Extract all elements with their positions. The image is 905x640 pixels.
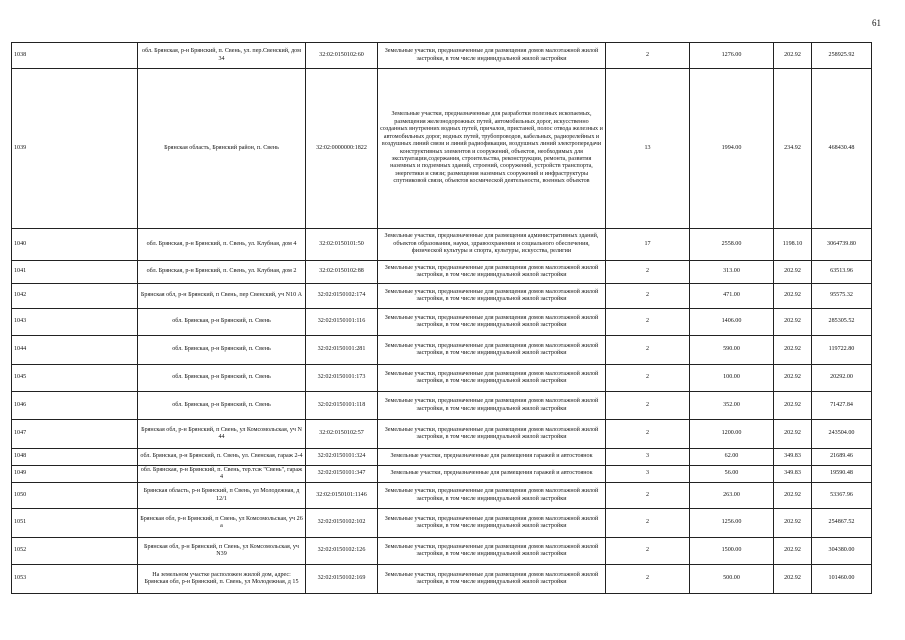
- rate-cell: 202.92: [774, 483, 812, 509]
- row-number: 1048: [12, 449, 138, 466]
- area-cell: 1406.00: [690, 309, 774, 336]
- cadastral-number-cell: 32:02:0150101:347: [306, 466, 378, 483]
- table-row: [12, 483, 872, 509]
- rate-cell: 349.83: [774, 466, 812, 483]
- category-cell: 3: [606, 449, 690, 466]
- area-cell: 263.00: [690, 483, 774, 509]
- row-number: 1040: [12, 229, 138, 261]
- land-use-cell: Земельные участки, предназначенные для разработки полезных ископаемых, размещения железнодорожных путей, автомобильных дорог, искусственно созданных внутренних водных путей, причалов, пристаней, полос отвода железных и автомобильных дорог, водных путей, трубопроводов, кабельных, радиорелейных и воздушных линий связи и линий радиофикации, воздушных линий электропередачи конструктивных элементов и сооружений, объектов, необходимых для эксплуатации,содержания, строительства, реконструкции, ремонта, развития наземных и подземных зданий, строений, сооружений, устройств транспорта, энергетики и связи; размещения наземных сооружений и инфраструктуры спутниковой связи, объектов космической деятельности, военных объектов: [378, 69, 606, 229]
- address-cell: обл. Брянская, р-н Брянский, п. Свень, тер.тсж "Свень", гараж 4: [138, 466, 306, 483]
- address-cell: Брянская область, Брянский район, п. Свень: [138, 69, 306, 229]
- row-number: 1047: [12, 420, 138, 449]
- row-number: 1042: [12, 284, 138, 309]
- cadastral-value-cell: 71427.84: [812, 392, 872, 420]
- cadastral-number-cell: 32:02:0150102:174: [306, 284, 378, 309]
- cadastral-value-cell: 20292.00: [812, 365, 872, 392]
- table-row: [12, 284, 872, 309]
- rate-cell: 202.92: [774, 309, 812, 336]
- land-use-cell: Земельные участки, предназначенные для размещения домов малоэтажной жилой застройки, в том числе индивидуальной жилой застройки: [378, 509, 606, 538]
- area-cell: 2558.00: [690, 229, 774, 261]
- category-cell: 2: [606, 284, 690, 309]
- cadastral-number-cell: 32:02:0150102:57: [306, 420, 378, 449]
- cadastral-value-cell: 95575.32: [812, 284, 872, 309]
- land-use-cell: Земельные участки, предназначенные для размещения домов малоэтажной жилой застройки, в том числе индивидуальной жилой застройки: [378, 261, 606, 284]
- rate-cell: 202.92: [774, 392, 812, 420]
- address-cell: обл. Брянская, р-н Брянский, п. Свень, ул. Клубная, дом 4: [138, 229, 306, 261]
- cadastral-value-cell: 119722.80: [812, 336, 872, 365]
- table-row: [12, 392, 872, 420]
- row-number: 1046: [12, 392, 138, 420]
- cadastral-value-cell: 63513.96: [812, 261, 872, 284]
- table-row: [12, 229, 872, 261]
- area-cell: 352.00: [690, 392, 774, 420]
- row-number: 1045: [12, 365, 138, 392]
- cadastral-number-cell: 32:02:0150102:102: [306, 509, 378, 538]
- address-cell: обл. Брянская, р-н Брянский, п. Свень: [138, 309, 306, 336]
- rate-cell: 202.92: [774, 43, 812, 69]
- land-use-cell: Земельные участки, предназначенные для размещения домов малоэтажной жилой застройки, в том числе индивидуальной жилой застройки: [378, 336, 606, 365]
- address-cell: Брянская обл, р-н Брянский, п Свень, ул Комсомольская, уч 26 а: [138, 509, 306, 538]
- row-number: 1039: [12, 69, 138, 229]
- table-row: [12, 69, 872, 229]
- category-cell: 2: [606, 392, 690, 420]
- cadastral-number-cell: 32:02:0150101:50: [306, 229, 378, 261]
- address-cell: Брянская обл, р-н Брянский, п Свень, ул Комсомольская, уч N 44: [138, 420, 306, 449]
- address-cell: обл. Брянская, р-н Брянский, п. Свень, ул. Клубная, дом 2: [138, 261, 306, 284]
- row-number: 1044: [12, 336, 138, 365]
- table-row: [12, 309, 872, 336]
- cadastral-number-cell: 32:02:0150102:169: [306, 565, 378, 594]
- rate-cell: 202.92: [774, 261, 812, 284]
- row-number: 1051: [12, 509, 138, 538]
- table-row: [12, 365, 872, 392]
- area-cell: 56.00: [690, 466, 774, 483]
- rate-cell: 202.92: [774, 565, 812, 594]
- cadastral-number-cell: 32:02:0150102:88: [306, 261, 378, 284]
- table-row: [12, 420, 872, 449]
- cadastral-number-cell: 32:02:0150102:126: [306, 538, 378, 565]
- cadastral-value-cell: 258925.92: [812, 43, 872, 69]
- cadastral-value-cell: 468430.48: [812, 69, 872, 229]
- row-number: 1041: [12, 261, 138, 284]
- rate-cell: 1198.10: [774, 229, 812, 261]
- cadastral-number-cell: 32:02:0150101:281: [306, 336, 378, 365]
- area-cell: 313.00: [690, 261, 774, 284]
- cadastral-value-cell: 254867.52: [812, 509, 872, 538]
- row-number: 1052: [12, 538, 138, 565]
- category-cell: 13: [606, 69, 690, 229]
- land-use-cell: Земельные участки, предназначенные для размещения домов малоэтажной жилой застройки, в том числе индивидуальной жилой застройки: [378, 284, 606, 309]
- category-cell: 2: [606, 365, 690, 392]
- cadastral-number-cell: 32:02:0150101:118: [306, 392, 378, 420]
- area-cell: 1994.00: [690, 69, 774, 229]
- area-cell: 471.00: [690, 284, 774, 309]
- address-cell: На земельном участке расположен жилой дом, адрес: Брянская обл, р-н Брянский, п. Свень, ул Молодежная, д 15: [138, 565, 306, 594]
- cadastral-number-cell: 32:02:0150102:60: [306, 43, 378, 69]
- land-use-cell: Земельные участки, предназначенные для размещения домов малоэтажной жилой застройки, в том числе индивидуальной жилой застройки: [378, 483, 606, 509]
- address-cell: обл. Брянская, р-н Брянский, п. Свень: [138, 336, 306, 365]
- area-cell: 100.00: [690, 365, 774, 392]
- area-cell: 500.00: [690, 565, 774, 594]
- category-cell: 17: [606, 229, 690, 261]
- cadastral-value-cell: 19590.48: [812, 466, 872, 483]
- table-row: [12, 565, 872, 594]
- table-row: [12, 509, 872, 538]
- row-number: 1050: [12, 483, 138, 509]
- cadastral-value-cell: 285305.52: [812, 309, 872, 336]
- address-cell: обл. Брянская, р-н Брянский, п. Свень, ул. пер.Свенский, дом 34: [138, 43, 306, 69]
- land-use-cell: Земельные участки, предназначенные для размещения домов малоэтажной жилой застройки, в том числе индивидуальной жилой застройки: [378, 43, 606, 69]
- cadastral-value-cell: 21689.46: [812, 449, 872, 466]
- address-cell: Брянская обл, р-н Брянский, п Свень, пер Свенский, уч N10 А: [138, 284, 306, 309]
- category-cell: 2: [606, 420, 690, 449]
- cadastral-value-cell: 3064739.80: [812, 229, 872, 261]
- cadastral-number-cell: 32:02:0150101:116: [306, 309, 378, 336]
- area-cell: 590.00: [690, 336, 774, 365]
- rate-cell: 234.92: [774, 69, 812, 229]
- page-number: 61: [872, 18, 881, 28]
- table-row: [12, 261, 872, 284]
- land-use-cell: Земельные участки, предназначенные для размещения домов малоэтажной жилой застройки, в том числе индивидуальной жилой застройки: [378, 309, 606, 336]
- land-registry-table: [11, 42, 872, 594]
- rate-cell: 202.92: [774, 538, 812, 565]
- cadastral-value-cell: 243504.00: [812, 420, 872, 449]
- area-cell: 1200.00: [690, 420, 774, 449]
- area-cell: 1500.00: [690, 538, 774, 565]
- area-cell: 1256.00: [690, 509, 774, 538]
- cadastral-number-cell: 32:02:0150101:1146: [306, 483, 378, 509]
- rate-cell: 202.92: [774, 284, 812, 309]
- table-row: [12, 466, 872, 483]
- row-number: 1053: [12, 565, 138, 594]
- area-cell: 1276.00: [690, 43, 774, 69]
- land-use-cell: Земельные участки, предназначенные для размещения гаражей и автостоянок: [378, 466, 606, 483]
- land-use-cell: Земельные участки, предназначенные для размещения домов малоэтажной жилой застройки, в том числе индивидуальной жилой застройки: [378, 392, 606, 420]
- address-cell: Брянская область, р-н Брянский, п Свень, ул Молодежная, д 12/1: [138, 483, 306, 509]
- table-row: [12, 336, 872, 365]
- rate-cell: 202.92: [774, 509, 812, 538]
- cadastral-value-cell: 304380.00: [812, 538, 872, 565]
- address-cell: обл. Брянская, р-н Брянский, п. Свень: [138, 392, 306, 420]
- address-cell: Брянская обл, р-н Брянский, п Свень, ул Комсомольская, уч N39: [138, 538, 306, 565]
- category-cell: 3: [606, 466, 690, 483]
- category-cell: 2: [606, 483, 690, 509]
- table-row: [12, 449, 872, 466]
- land-use-cell: Земельные участки, предназначенные для размещения гаражей и автостоянок: [378, 449, 606, 466]
- cadastral-number-cell: 32:02:0150101:324: [306, 449, 378, 466]
- cadastral-value-cell: 101460.00: [812, 565, 872, 594]
- category-cell: 2: [606, 538, 690, 565]
- category-cell: 2: [606, 336, 690, 365]
- address-cell: обл. Брянская, р-н Брянский, п. Свень, ул. Свенская, гараж 2-4: [138, 449, 306, 466]
- category-cell: 2: [606, 261, 690, 284]
- rate-cell: 202.92: [774, 365, 812, 392]
- rate-cell: 202.92: [774, 336, 812, 365]
- category-cell: 2: [606, 309, 690, 336]
- rate-cell: 202.92: [774, 420, 812, 449]
- land-use-cell: Земельные участки, предназначенные для размещения домов малоэтажной жилой застройки, в том числе индивидуальной жилой застройки: [378, 565, 606, 594]
- area-cell: 62.00: [690, 449, 774, 466]
- row-number: 1038: [12, 43, 138, 69]
- cadastral-number-cell: 32:02:0000000:1822: [306, 69, 378, 229]
- table-row: [12, 538, 872, 565]
- rate-cell: 349.83: [774, 449, 812, 466]
- land-use-cell: Земельные участки, предназначенные для размещения домов малоэтажной жилой застройки, в том числе индивидуальной жилой застройки: [378, 420, 606, 449]
- land-use-cell: Земельные участки, предназначенные для размещения домов малоэтажной жилой застройки, в том числе индивидуальной жилой застройки: [378, 365, 606, 392]
- row-number: 1043: [12, 309, 138, 336]
- category-cell: 2: [606, 509, 690, 538]
- land-use-cell: Земельные участки, предназначенные для размещения административных зданий, объектов образования, науки, здравоохранения и социального обеспечения, физической культуры и спорта, культуры, искусства, религии: [378, 229, 606, 261]
- row-number: 1049: [12, 466, 138, 483]
- table-row: [12, 43, 872, 69]
- category-cell: 2: [606, 565, 690, 594]
- address-cell: обл. Брянская, р-н Брянский, п. Свень: [138, 365, 306, 392]
- cadastral-value-cell: 53367.96: [812, 483, 872, 509]
- category-cell: 2: [606, 43, 690, 69]
- cadastral-number-cell: 32:02:0150101:173: [306, 365, 378, 392]
- land-use-cell: Земельные участки, предназначенные для размещения домов малоэтажной жилой застройки, в том числе индивидуальной жилой застройки: [378, 538, 606, 565]
